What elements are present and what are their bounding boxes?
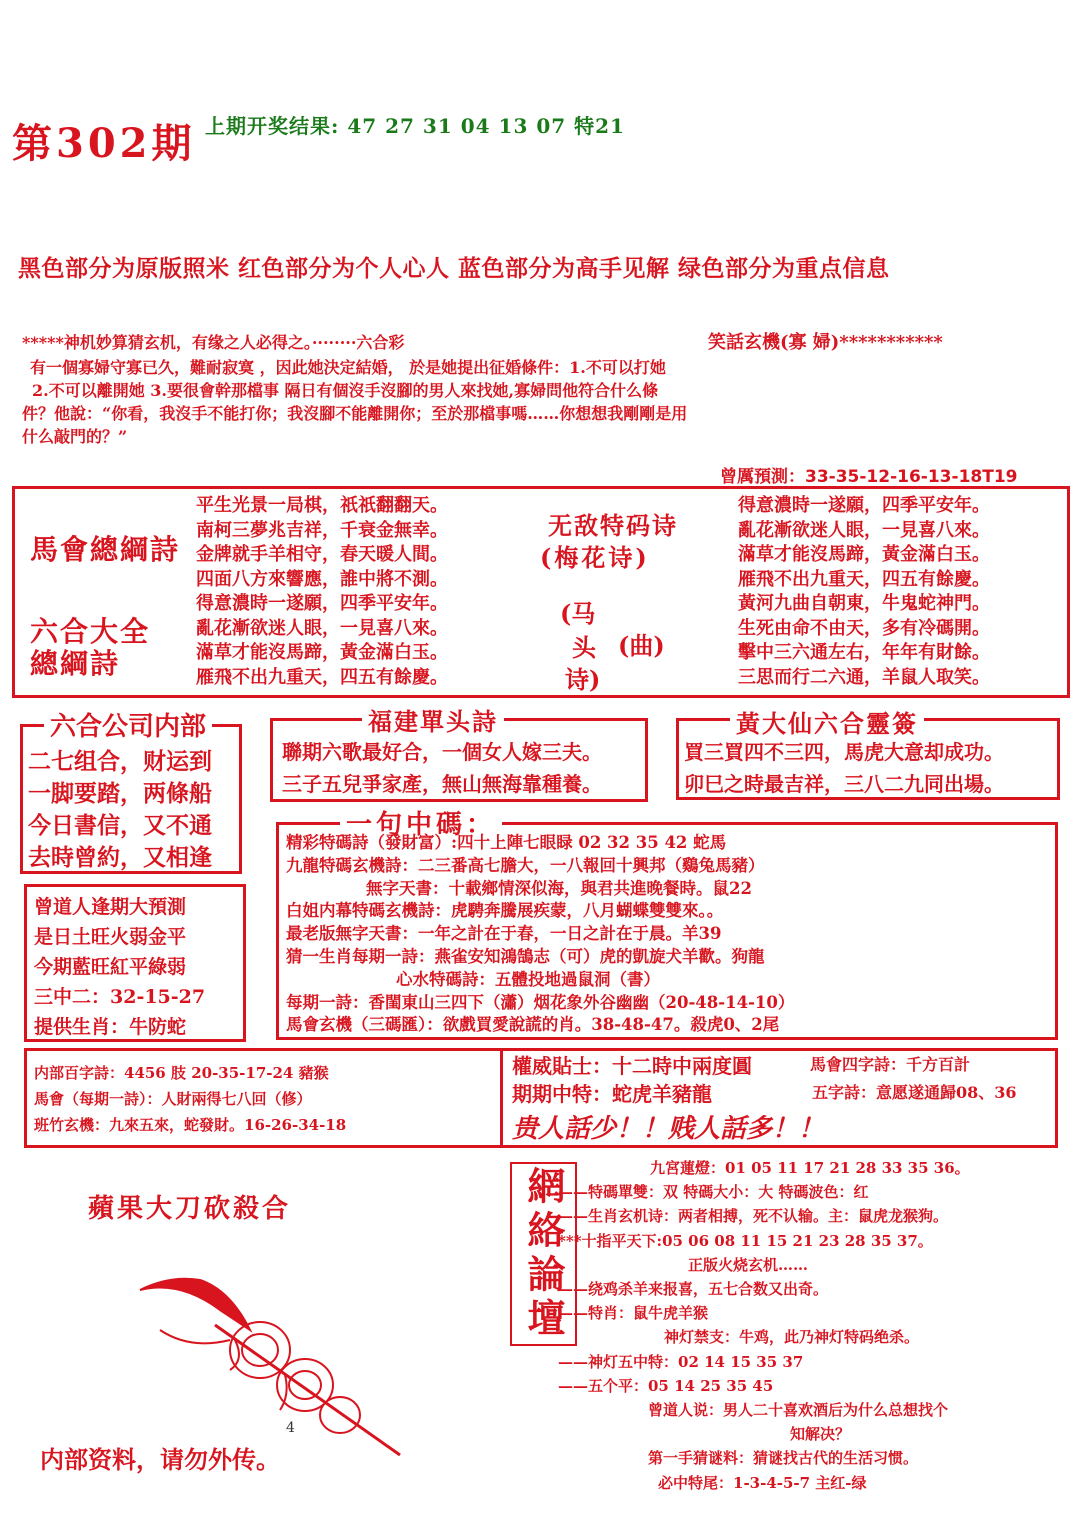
yiju-title: 一句中碼：: [340, 804, 502, 841]
quanwei-divider: [500, 1048, 503, 1148]
poem-line: 黃河九曲自朝東，牛鬼蛇神門。: [738, 593, 990, 614]
poem-line: 金牌就手羊相守，春天暖人間。: [196, 544, 448, 565]
middle-subtitle: (梅花诗): [540, 543, 650, 572]
forum-line: 曾道人说：男人二十喜欢酒后为什么总想找个: [648, 1401, 949, 1420]
yiju-line: 九龍特碼玄機詩：二三番高七膽大，一八報回十興邦（鷄兔馬豬）: [286, 855, 765, 875]
fujian-line: 聯期六歌最好合，一個女人嫁三夫。: [282, 740, 602, 764]
yiju-line: 最老版無字天書：一年之計在于春，一日之計在于晨。羊39: [286, 924, 722, 944]
yiju-line: 猜一生肖每期一詩：燕雀安知鴻鵠志（可）虎的凱旋犬羊歡。狗龍: [286, 946, 765, 966]
quanwei-line1b: 馬會四字詩：千方百計: [810, 1055, 971, 1074]
yiju-line: 無字天書：十載鄉情深似海，與君共進晚餐時。鼠22: [366, 878, 752, 898]
zengdao-line: 三中二：32-15-27: [34, 986, 206, 1008]
poem-line: 滿草才能沒馬蹄，黃金滿白玉。: [196, 642, 448, 663]
forum-line: 第一手猜谜料：猜谜找古代的生活习惯。: [648, 1449, 919, 1468]
forum-vertical-title: 網絡論壇: [510, 1162, 577, 1346]
story-line: 什么敲門的？”: [22, 427, 128, 446]
apple-title: 蘋果大刀砍殺合: [88, 1194, 292, 1224]
page-number: 4: [286, 1420, 295, 1436]
poem-col2: [738, 494, 990, 690]
neibu-line: 内部百字詩：4456 肢 20-35-17-24 豬猴: [34, 1064, 329, 1082]
poem-line: 亂花漸欲迷人眼，一見喜八來。: [738, 519, 990, 541]
company-title: 六合公司内部: [44, 706, 212, 743]
poem-line: 三思而行二六通，羊鼠人取笑。: [738, 666, 990, 688]
forum-line: 必中特尾：1-3-4-5-7 主红-绿: [658, 1473, 867, 1492]
neibu-lines: [34, 1060, 346, 1138]
company-line: 一脚要踏，两條船: [28, 780, 212, 807]
poem-line: 南柯三夢兆吉祥，千衰金無幸。: [196, 519, 448, 541]
forum-line: ——生肖玄机诗：两者相搏，死不认输。主：鼠虎龙猴狗。: [558, 1207, 949, 1226]
quanwei-line1a: 權威貼士：十二時中兩度圓: [512, 1054, 752, 1078]
middle-title: 无敌特码诗: [548, 511, 678, 540]
company-line: 二七组合，财运到: [28, 748, 212, 775]
forum-line: ——特碼單雙：双 特碼大小：大 特碼波色：红: [558, 1183, 869, 1202]
forum-lines: [558, 1156, 970, 1495]
color-legend-line: 黑色部分为原版照米 红色部分为个人心人 蓝色部分为高手见解 绿色部分为重点信息: [18, 256, 890, 282]
fujian-line: 三子五兒爭家產，無山無海靠種養。: [282, 772, 602, 796]
forum-line: ——神灯五中特：02 14 15 35 37: [558, 1352, 804, 1371]
huang-title: 黃大仙六合靈簽: [730, 704, 924, 739]
huang-lines: [684, 736, 1004, 800]
forum-line: ——五个平：05 14 25 35 45: [558, 1376, 774, 1395]
poem-line: 雁飛不出九重天，四五有餘慶。: [738, 568, 990, 590]
middle-char-2: 头: [572, 633, 596, 662]
middle-char-1: (马: [560, 599, 596, 628]
neibu-line: 班竹玄機：九來五來，蛇發財。16-26-34-18: [34, 1116, 347, 1134]
yiju-line: 每期一詩：香閨東山三四下（瀟）烟花象外谷幽幽（20-48-14-10）: [286, 992, 795, 1012]
zengdao-line: 是日土旺火弱金平: [34, 926, 187, 948]
footer-note: 内部资料，请勿外传。: [40, 1445, 280, 1474]
fujian-title: 福建單头詩: [362, 702, 504, 737]
story-title-left: *****神机妙算猜玄机，有缘之人必得之。········六合彩: [22, 333, 405, 352]
huang-line: 卯巳之時最吉祥，三八二九同出場。: [684, 772, 1004, 796]
issue-number: 第302期: [12, 120, 196, 167]
yiju-line: 精彩特碼詩（發財富）:四十上陣七眼睩 02 32 35 42 蛇馬: [286, 833, 727, 852]
poem-line: 生死由命不由天，多有冷碼開。: [738, 617, 990, 639]
poem-left-title-1: 馬會總綱詩: [30, 533, 181, 566]
zengdao-line: 提供生肖：牛防蛇: [34, 1016, 187, 1038]
story-body: [22, 356, 1072, 448]
last-result: 上期开奖结果: 47 27 31 04 13 07 特21: [205, 114, 625, 138]
poem-line: 得意濃時一遂願，四季平安年。: [196, 593, 448, 614]
forecast-line: 曾厲預測：33-35-12-16-13-18T19: [720, 467, 1018, 487]
zengdao-title: 曾道人逢期大預測: [34, 896, 187, 918]
company-lines: [28, 746, 212, 874]
yiju-line: 白姐内幕特碼玄機詩：虎騁奔騰展疾蒙，八月蝴蝶雙雙來。。: [286, 901, 724, 921]
poem-line: 四面八方來響應，誰中將不測。: [196, 568, 448, 590]
yiju-line: 心水特碼詩：五體投地過鼠洞（書）: [396, 969, 660, 989]
neibu-line: 馬會（每期一詩）：人財兩得七八回（修）: [34, 1090, 312, 1108]
forum-line: ——特肖：鼠牛虎羊猴: [558, 1304, 709, 1323]
poem-line: 亂花漸欲迷人眼，一見喜八來。: [196, 617, 448, 639]
middle-qu: (曲): [618, 631, 665, 660]
zengdao-lines: [34, 892, 205, 1042]
huang-line: 買三買四不三四，馬虎大意却成功。: [684, 740, 1004, 764]
forum-line: 知解决？: [790, 1425, 851, 1444]
story-line: 2.不可以離開她 3.要很會幹那檔事 隔日有個沒手沒腳的男人來找她,寡婦問他符合什么條: [32, 381, 659, 400]
forum-line: 九宮蓮燈：01 05 11 17 21 28 33 35 36。: [650, 1159, 970, 1177]
story-line: 件？他說：“你看，我沒手不能打你；我沒腳不能離開你；至於那檔事嗎……你想想我剛剛是用: [22, 404, 688, 423]
poem-left-title-3: 總綱詩: [30, 647, 121, 680]
yiju-line: 馬會玄機（三碼匯）：欲戲買愛說謊的肖。38-48-47。殺虎0、2尾: [286, 1015, 780, 1035]
story-title-right: 笑話玄機(寡 婦)***********: [708, 332, 943, 353]
poem-line: 滿草才能沒馬蹄，黃金滿白玉。: [738, 544, 990, 565]
forum-line: ——绕鸡杀羊来报喜，五七合数又出奇。: [558, 1280, 829, 1299]
company-line: 去時曾約，又相逢: [28, 844, 212, 871]
poem-line: 得意濃時一遂願，四季平安年。: [738, 495, 990, 516]
forum-line: ***十指平天下:05 06 08 11 15 21 23 28 35 37。: [558, 1231, 933, 1250]
forum-line: 正版火烧玄机……: [688, 1255, 809, 1274]
poem-col1: [196, 494, 448, 690]
poem-line: 擊中三六通左右，年年有財餘。: [738, 642, 990, 663]
yiju-lines: [286, 832, 794, 1037]
forum-line: 神灯禁支：牛鸡，此乃神灯特码绝杀。: [664, 1328, 920, 1347]
poem-line: 平生光景一局棋，祇祇翻翻天。: [196, 495, 448, 516]
quanwei-line2a: 期期中特：蛇虎羊豬龍: [512, 1082, 712, 1106]
middle-char-3: 诗): [565, 665, 601, 694]
fujian-lines: [282, 736, 602, 800]
poem-left-title-2: 六合大全: [30, 615, 151, 648]
zengdao-line: 今期藍旺紅平綠弱: [34, 956, 187, 978]
quanwei-line2b: 五字詩：意愿遂通歸08、36: [812, 1083, 1017, 1102]
company-line: 今日書信，又不通: [28, 812, 212, 839]
quanwei-line3: 贵人話少！！贱人話多！！: [512, 1114, 825, 1144]
story-line: 有一個寡婦守寡已久，難耐寂寞 ，因此她決定結婚， 於是她提出征婚條件：1.不可以打她: [30, 358, 666, 377]
poem-line: 雁飛不出九重天，四五有餘慶。: [196, 666, 448, 688]
